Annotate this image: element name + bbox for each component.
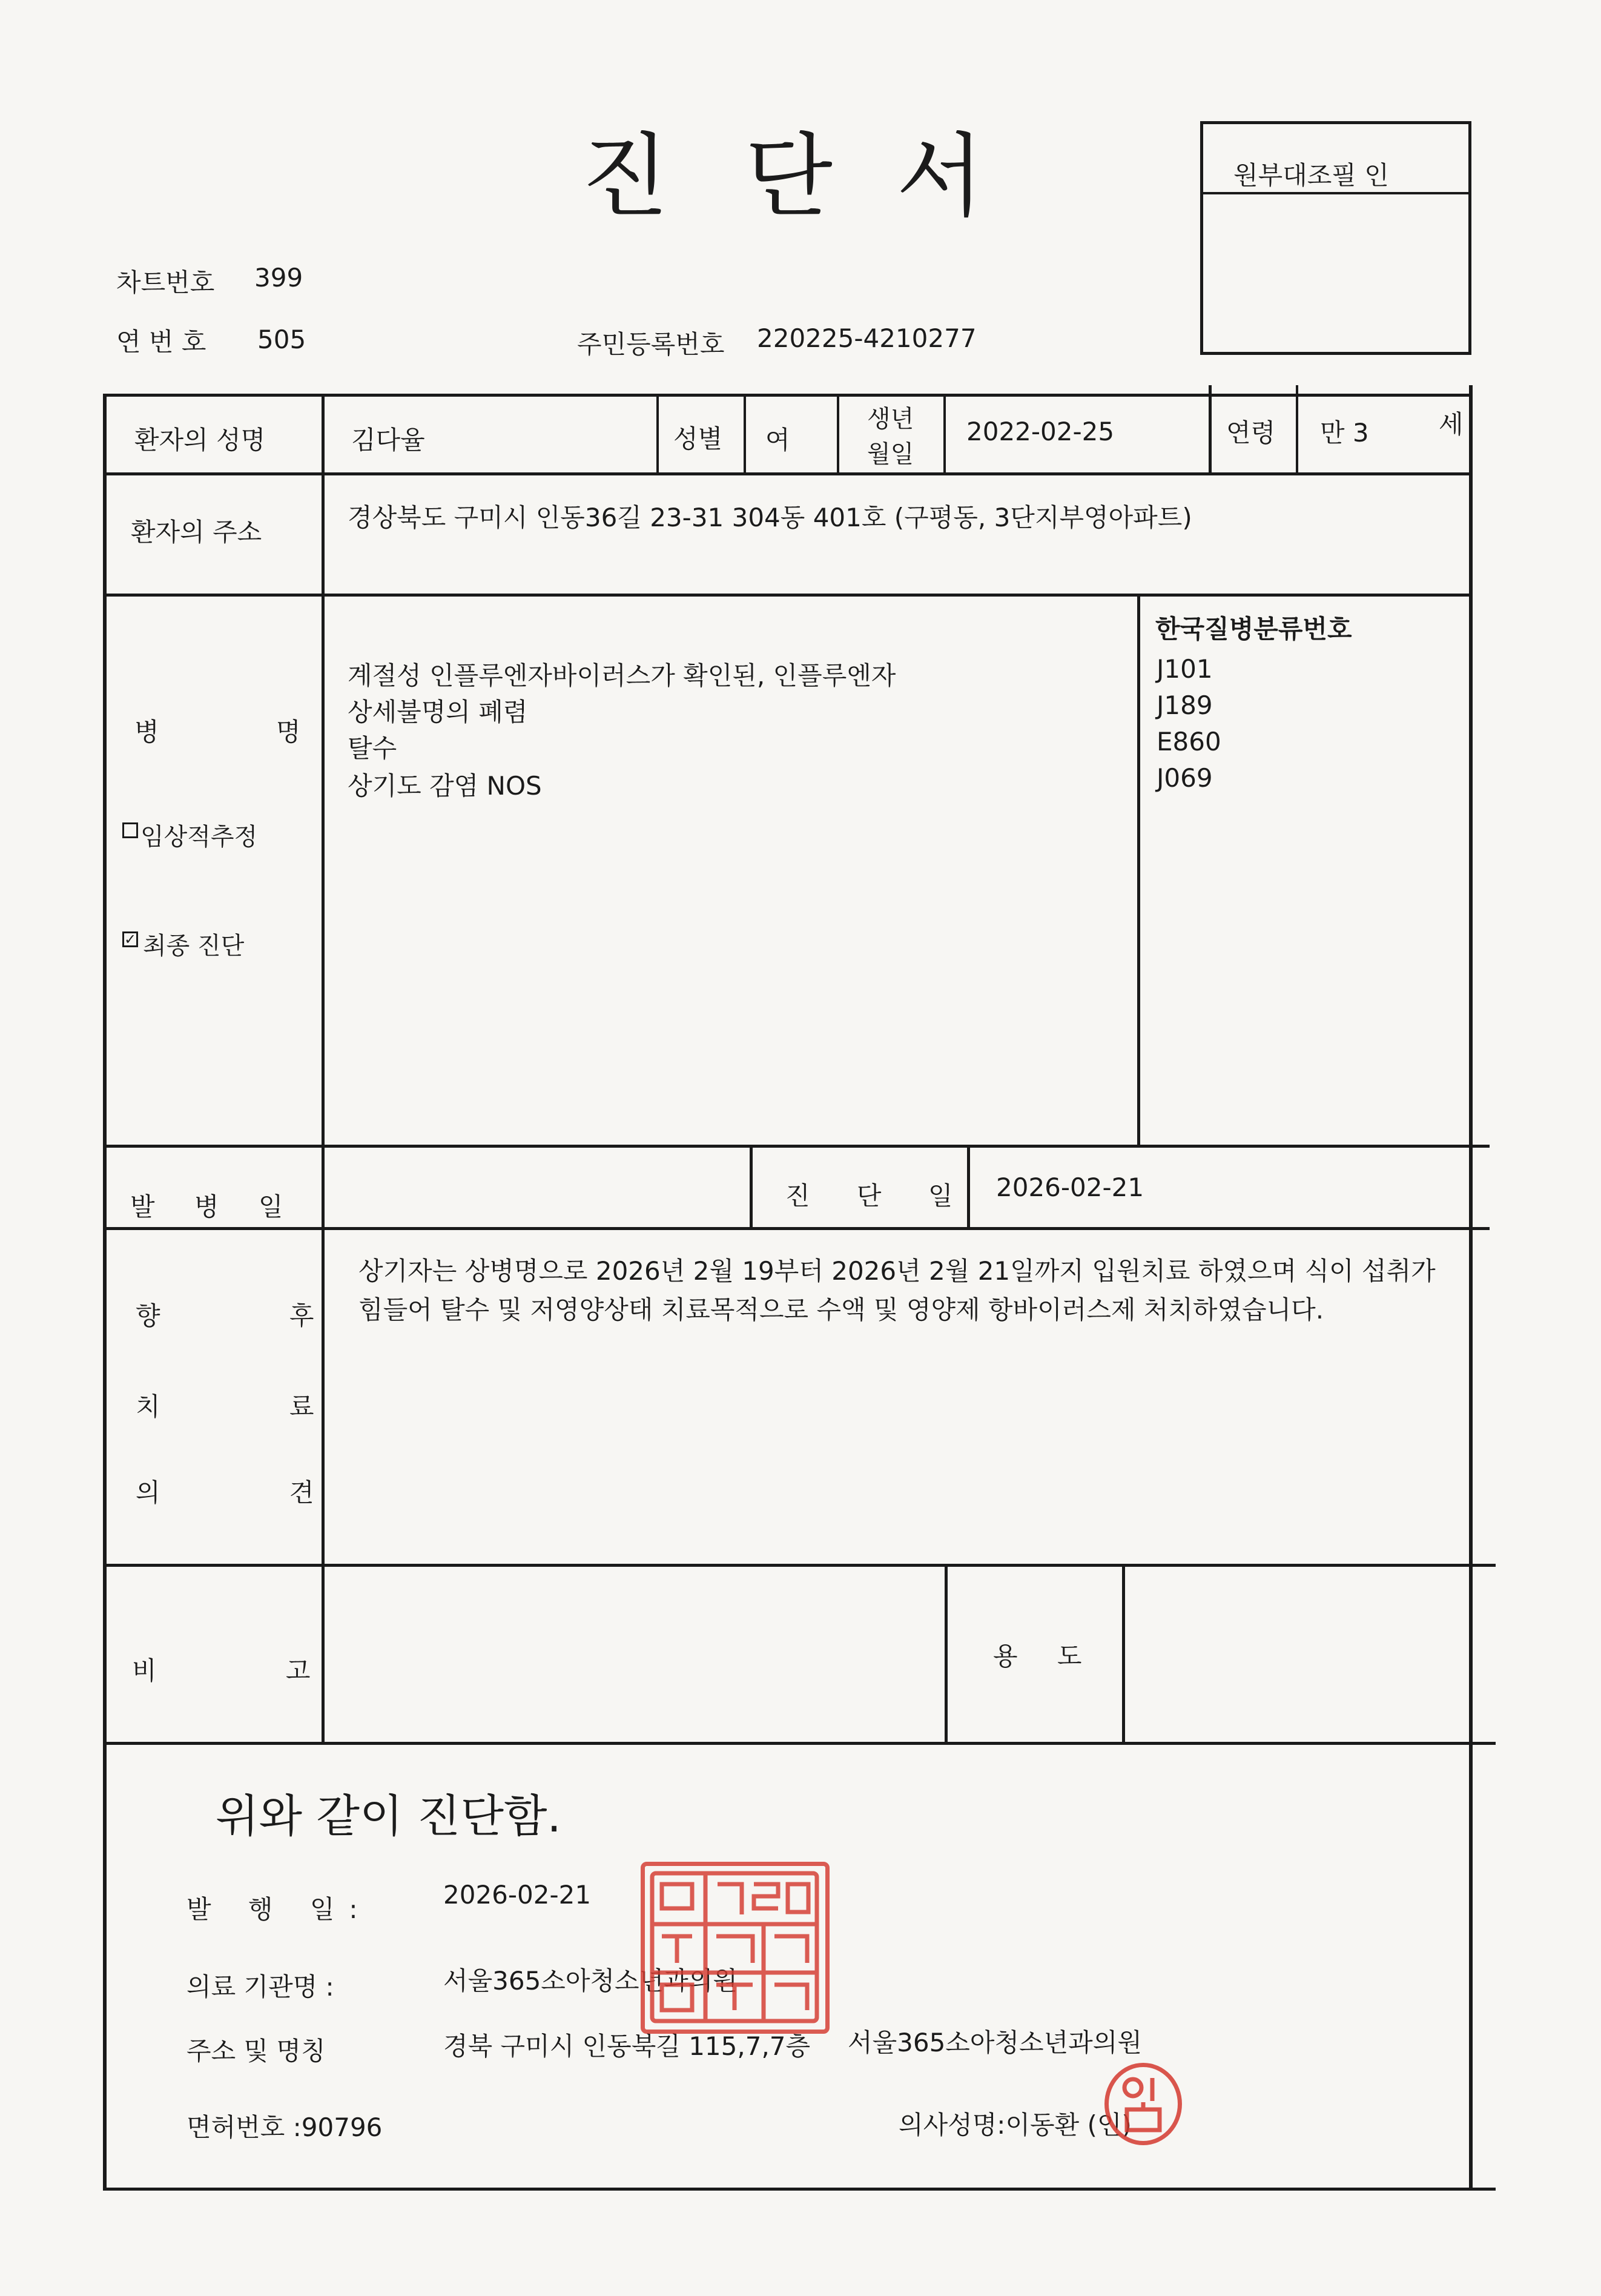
patient-name-value: 김다율 [351, 425, 425, 455]
diagnosis-name-1: 계절성 인플루엔자바이러스가 확인된, 인플루엔자 [348, 661, 896, 690]
kcd-code-3: E860 [1157, 727, 1221, 756]
dob-label-bottom: 월일 [867, 440, 914, 468]
final-diagnosis-label: 최종 진단 [143, 932, 245, 960]
original-confirm-label: 원부대조필 인 [1233, 160, 1389, 190]
certification-statement: 위와 같이 진단함. [216, 1790, 561, 1842]
institution-address-name: 서울365소아청소년과의원 [848, 2028, 1142, 2057]
opinion-line-2: 힘들어 탈수 및 저영양상태 치료목적으로 수액 및 영양제 항바이러스제 처치하였습니다. [358, 1295, 1324, 1325]
age-label: 연령 [1226, 418, 1276, 448]
doc-title-char-3: 서 [896, 124, 984, 230]
kcd-code-header: 한국질병분류번호 [1155, 614, 1352, 644]
serial-no-label: 연 번 호 [116, 327, 206, 357]
sex-label: 성별 [673, 424, 723, 454]
institution-label: 의료 기관명 : [187, 1972, 334, 2002]
clinical-estimate-label: 임상적추정 [140, 823, 258, 851]
license-number: 면허번호 :90796 [187, 2112, 383, 2142]
doctor-name: 의사성명:이동환 (인) [899, 2110, 1132, 2140]
rrn-label: 주민등록번호 [577, 329, 725, 359]
original-confirm-box [1200, 121, 1471, 355]
remarks-label: 비 고 [132, 1656, 371, 1686]
address-value: 경상북도 구미시 인동36길 23-31 304동 401호 (구평동, 3단지부영아파트) [348, 503, 1192, 532]
doc-title-char-2: 단 [745, 124, 833, 230]
diagnosis-name-3: 탈수 [348, 733, 397, 763]
onset-date-label: 발 병 일 [130, 1192, 299, 1222]
doctor-seal [1104, 2063, 1182, 2145]
age-unit: 세 [1439, 409, 1464, 439]
diagnosis-label: 병 명 [134, 717, 355, 747]
opinion-label-1: 향 후 [136, 1301, 375, 1331]
dob-label-top: 생년 [867, 405, 914, 433]
checked-checkbox-icon: ✓ [122, 931, 138, 947]
diagnosis-date-label: 진 단 일 [785, 1181, 972, 1211]
address-name-label: 주소 및 명칭 [187, 2036, 326, 2066]
kcd-code-1: J101 [1157, 654, 1213, 684]
usage-label: 용 도 [993, 1641, 1098, 1671]
empty-checkbox-icon [122, 822, 138, 838]
serial-no-value: 505 [257, 325, 306, 354]
issue-date-value: 2026-02-21 [443, 1880, 592, 1910]
address-label: 환자의 주소 [131, 517, 262, 547]
kcd-code-4: J069 [1157, 763, 1213, 793]
chart-no-label: 차트번호 [116, 268, 215, 297]
opinion-line-1: 상기자는 상병명으로 2026년 2월 19부터 2026년 2월 21일까지 입원치료 하였으며 식이 섭취가 [358, 1256, 1436, 1286]
institution-seal [641, 1862, 830, 2034]
age-value: 만 3 [1320, 418, 1369, 448]
dob-value: 2022-02-25 [966, 417, 1115, 446]
doc-title-char-1: 진 [581, 124, 669, 230]
sex-value: 여 [765, 425, 790, 455]
opinion-label-2: 치 료 [136, 1392, 375, 1421]
issue-date-label: 발 행 일: [187, 1894, 372, 1924]
diagnosis-date-value: 2026-02-21 [996, 1173, 1144, 1202]
institution-name: 서울365소아청소년과의원 [443, 1966, 738, 1996]
institution-address: 경북 구미시 인동북길 115,7,7층 [443, 2031, 811, 2061]
kcd-code-2: J189 [1157, 690, 1213, 720]
diagnosis-name-2: 상세불명의 폐렴 [348, 697, 528, 727]
opinion-label-3: 의 견 [136, 1478, 375, 1507]
patient-name-label: 환자의 성명 [134, 425, 266, 455]
rrn-value: 220225-4210277 [757, 323, 977, 353]
diagnosis-name-4: 상기도 감염 NOS [348, 771, 542, 801]
chart-no-value: 399 [254, 263, 303, 293]
